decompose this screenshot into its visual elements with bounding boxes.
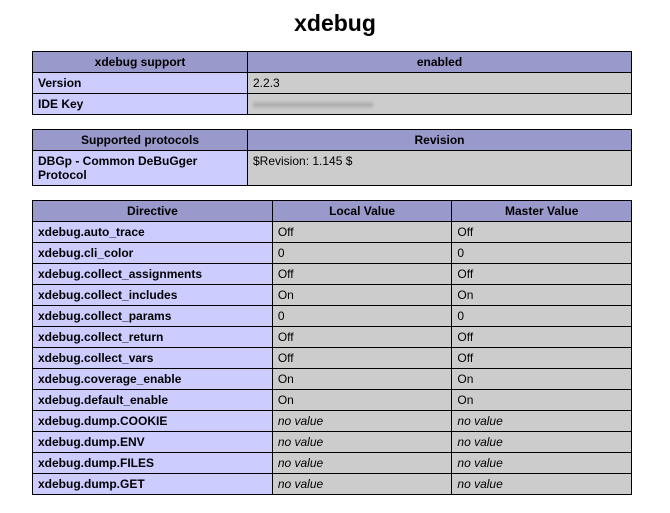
supported-protocols-body: [33, 130, 632, 186]
table-row: [33, 348, 632, 369]
directive-master-value: no value: [452, 432, 632, 453]
directive-name: xdebug.coverage_enable: [33, 369, 273, 390]
directive-master-value: no value: [452, 453, 632, 474]
table-row: [33, 222, 632, 243]
phpinfo-page: [0, 10, 670, 495]
protocol-revision: $Revision: 1.145 $: [248, 151, 632, 186]
protocol-name: DBGp - Common DeBuGger Protocol: [33, 151, 248, 186]
table-row: [33, 264, 632, 285]
support-header-left: xdebug support: [33, 52, 248, 73]
directive-local-value: Off: [272, 222, 452, 243]
directive-master-value: On: [452, 285, 632, 306]
protocols-header-right: Revision: [248, 130, 632, 151]
directives-header-local: Local Value: [272, 201, 452, 222]
redacted-value: [253, 101, 373, 110]
directives-table: [32, 200, 632, 495]
table-row: [33, 151, 632, 186]
directive-master-value: 0: [452, 243, 632, 264]
directive-local-value: no value: [272, 453, 452, 474]
table-row: [33, 432, 632, 453]
directive-name: xdebug.collect_return: [33, 327, 273, 348]
xdebug-support-table: [32, 51, 632, 115]
directive-local-value: no value: [272, 411, 452, 432]
table-row: [33, 285, 632, 306]
directive-local-value: On: [272, 285, 452, 306]
table-row: [33, 243, 632, 264]
directive-master-value: Off: [452, 264, 632, 285]
supported-protocols-table: [32, 129, 632, 186]
directives-body: [33, 201, 632, 495]
directive-master-value: no value: [452, 474, 632, 495]
directive-name: xdebug.collect_includes: [33, 285, 273, 306]
directive-name: xdebug.collect_params: [33, 306, 273, 327]
table-row: [33, 52, 632, 73]
table-row: [33, 73, 632, 94]
directive-master-value: On: [452, 369, 632, 390]
directive-master-value: Off: [452, 348, 632, 369]
directive-name: xdebug.collect_assignments: [33, 264, 273, 285]
table-row: [33, 130, 632, 151]
directive-master-value: On: [452, 390, 632, 411]
support-row-value-redacted: [248, 94, 632, 115]
table-row: [33, 411, 632, 432]
support-header-right: enabled: [248, 52, 632, 73]
directive-name: xdebug.default_enable: [33, 390, 273, 411]
directive-local-value: Off: [272, 327, 452, 348]
directives-header-master: Master Value: [452, 201, 632, 222]
table-row: [33, 390, 632, 411]
directive-local-value: Off: [272, 348, 452, 369]
table-row: [33, 369, 632, 390]
table-row: [33, 474, 632, 495]
directives-header-directive: Directive: [33, 201, 273, 222]
directive-name: xdebug.auto_trace: [33, 222, 273, 243]
support-row-label: Version: [33, 73, 248, 94]
support-row-label: IDE Key: [33, 94, 248, 115]
directive-local-value: 0: [272, 243, 452, 264]
protocols-header-left: Supported protocols: [33, 130, 248, 151]
table-row: [33, 94, 632, 115]
page-title: xdebug: [294, 10, 376, 36]
directive-name: xdebug.dump.FILES: [33, 453, 273, 474]
directive-local-value: no value: [272, 474, 452, 495]
directive-name: xdebug.collect_vars: [33, 348, 273, 369]
directive-local-value: 0: [272, 306, 452, 327]
directive-local-value: On: [272, 369, 452, 390]
table-row: [33, 453, 632, 474]
directive-local-value: On: [272, 390, 452, 411]
table-row: [33, 201, 632, 222]
directive-local-value: no value: [272, 432, 452, 453]
directive-name: xdebug.dump.GET: [33, 474, 273, 495]
table-row: [33, 306, 632, 327]
support-row-value: 2.2.3: [248, 73, 632, 94]
directive-local-value: Off: [272, 264, 452, 285]
xdebug-support-body: [33, 52, 632, 115]
directive-name: xdebug.dump.ENV: [33, 432, 273, 453]
directive-master-value: Off: [452, 327, 632, 348]
directive-master-value: 0: [452, 306, 632, 327]
directive-master-value: no value: [452, 411, 632, 432]
directive-name: xdebug.dump.COOKIE: [33, 411, 273, 432]
directive-master-value: Off: [452, 222, 632, 243]
table-row: [33, 327, 632, 348]
directive-name: xdebug.cli_color: [33, 243, 273, 264]
